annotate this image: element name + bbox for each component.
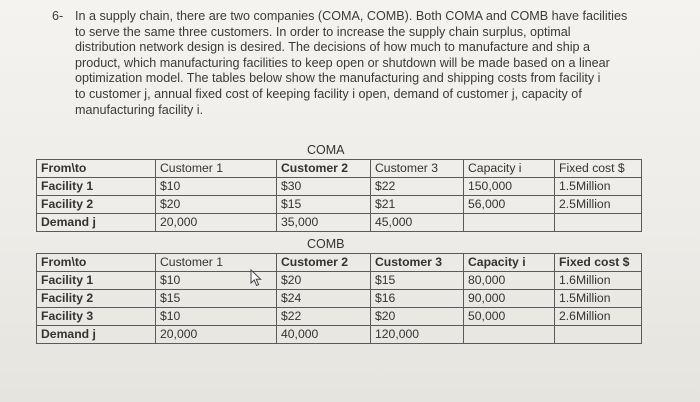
table-cell [555,326,642,344]
comb-table [36,253,642,344]
header-customer-1: Customer 1 [156,160,277,178]
table-row [37,272,642,290]
table-cell: $10 [156,178,277,196]
header-from-to: From\to [37,254,156,272]
table-cell: 56,000 [464,196,555,214]
table-header-row [37,254,642,272]
problem-line: optimization model. The tables below show the manufacturing and shipping costs from facility i [75,71,601,86]
table-cell [464,326,555,344]
table-cell: 80,000 [464,272,555,290]
table-cell: 1.6Million [555,272,642,290]
header-customer-3: Customer 3 [371,254,464,272]
problem-line: product, which manufacturing facilities to keep open or shutdown will be made based on a linear [75,55,610,70]
row-label: Facility 3 [37,308,156,326]
table-cell: $16 [371,290,464,308]
table-cell [555,214,642,232]
table-cell: $10 [156,272,277,290]
row-label: Demand j [37,214,156,232]
header-customer-2: Customer 2 [277,254,371,272]
table-cell: $30 [277,178,371,196]
table-cell: 50,000 [464,308,555,326]
table-row [37,214,642,232]
table-cell: $20 [156,196,277,214]
coma-table-title: COMA [307,143,345,157]
comb-table-title: COMB [307,237,345,251]
problem-line: manufacturing facility i. [75,102,204,117]
row-label: Demand j [37,326,156,344]
table-cell: 2.6Million [555,308,642,326]
table-row [37,290,642,308]
table-cell: 20,000 [156,326,277,344]
problem-text [75,9,652,118]
table-cell: 2.5Million [555,196,642,214]
table-cell: $20 [371,308,464,326]
problem-number: 6- [52,9,64,23]
mouse-pointer-icon [250,269,262,287]
table-cell: 1.5Million [555,290,642,308]
table-cell: $22 [371,178,464,196]
table-cell: $22 [277,308,371,326]
table-cell: 45,000 [371,214,464,232]
table-cell: $15 [156,290,277,308]
table-row [37,196,642,214]
table-cell: $20 [277,272,371,290]
problem-line: to serve the same three customers. In order to increase the supply chain surplus, optimal [75,24,571,39]
table-cell: $15 [277,196,371,214]
problem-line: In a supply chain, there are two companies (COMA, COMB). Both COMA and COMB have facilities [75,9,628,23]
header-fixed-cost: Fixed cost $ [555,160,642,178]
table-cell: 1.5Million [555,178,642,196]
table-cell: $21 [371,196,464,214]
row-label: Facility 2 [37,196,156,214]
table-row [37,326,642,344]
row-label: Facility 1 [37,178,156,196]
table-cell: $15 [371,272,464,290]
header-fixed-cost: Fixed cost $ [555,254,642,272]
header-capacity: Capacity i [464,254,555,272]
header-customer-2: Customer 2 [277,160,371,178]
table-row [37,308,642,326]
problem-line: distribution network design is desired. The decisions of how much to manufacture and ship a [75,40,590,55]
table-cell: $24 [277,290,371,308]
table-cell: 90,000 [464,290,555,308]
table-cell: 35,000 [277,214,371,232]
coma-table [36,159,642,232]
table-cell: 40,000 [277,326,371,344]
header-customer-3: Customer 3 [371,160,464,178]
header-customer-1: Customer 1 [156,254,277,272]
table-cell: 20,000 [156,214,277,232]
table-cell: 120,000 [371,326,464,344]
row-label: Facility 2 [37,290,156,308]
header-from-to: From\to [37,160,156,178]
table-cell [464,214,555,232]
problem-line: to customer j, annual fixed cost of keeping facility i open, demand of customer j, capacity of [75,86,582,101]
header-capacity: Capacity i [464,160,555,178]
table-cell: 150,000 [464,178,555,196]
row-label: Facility 1 [37,272,156,290]
table-header-row [37,160,642,178]
problem-statement [52,9,652,118]
table-cell: $10 [156,308,277,326]
table-row [37,178,642,196]
